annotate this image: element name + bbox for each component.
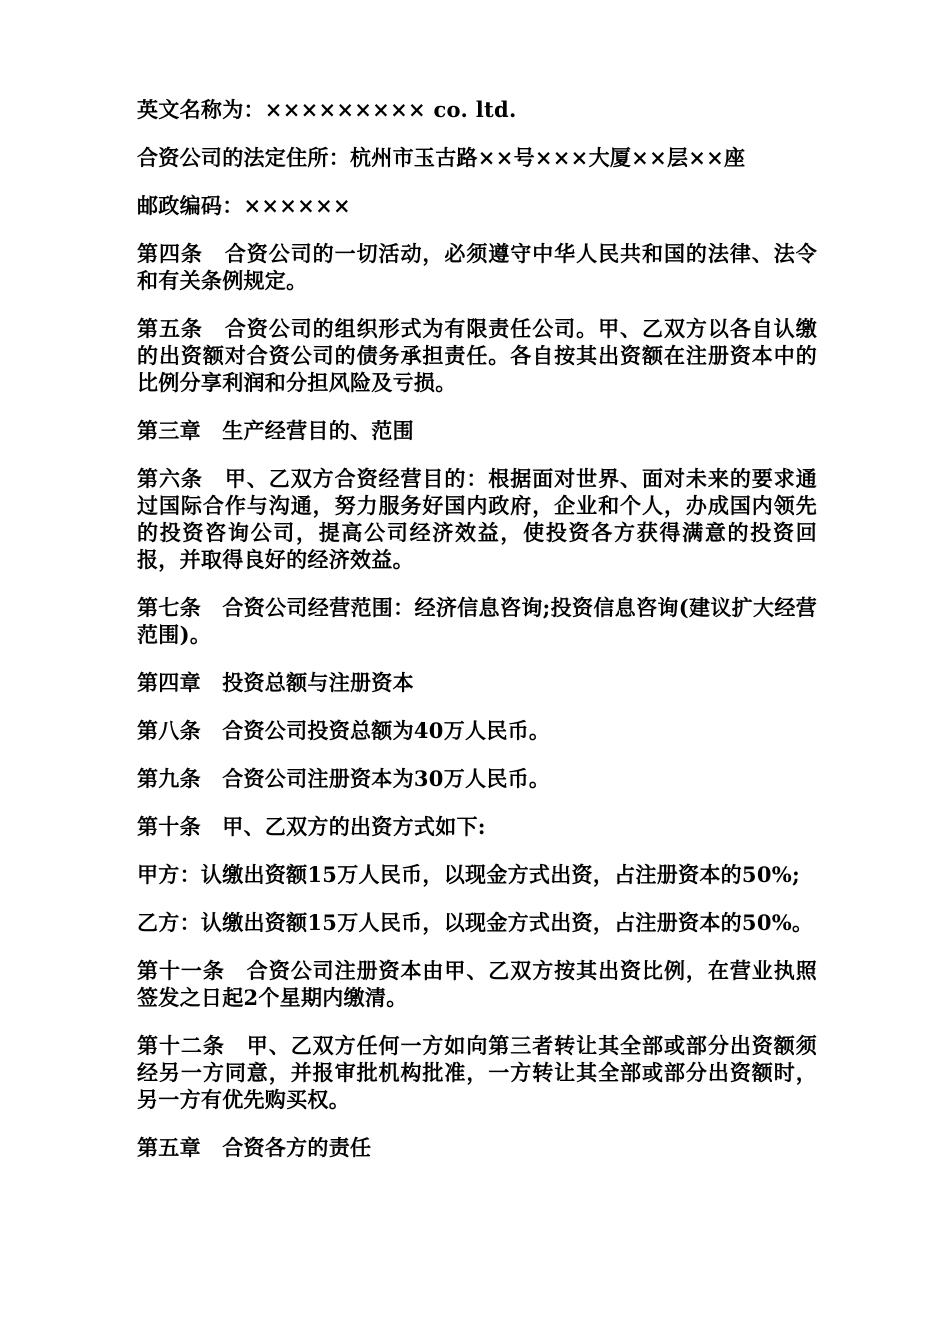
postal-code: 邮政编码：×××××× (137, 193, 351, 218)
document-body (137, 96, 817, 1182)
party-b-contribution: 乙方：认缴出资额15万人民币，以现金方式出资，占注册资本的50%。 (137, 910, 814, 935)
company-legal-address: 合资公司的法定住所：杭州市玉古路××号×××大厦××层××座 (137, 145, 746, 170)
article-11: 第十一条 合资公司注册资本由甲、乙双方按其出资比例，在营业执照签发之日起2个星期内缴清。 (137, 958, 817, 1010)
article-9: 第九条 合资公司注册资本为30万人民币。 (137, 766, 551, 791)
article-12: 第十二条 甲、乙双方任何一方如向第三者转让其全部或部分出资额须经另一方同意，并报审批机构批准，一方转让其全部或部分出资额时，另一方有优先购买权。 (137, 1033, 817, 1112)
article-10: 第十条 甲、乙双方的出资方式如下: (137, 814, 486, 839)
company-english-name: 英文名称为：××××××××× co. ltd. (137, 97, 517, 122)
article-8: 第八条 合资公司投资总额为40万人民币。 (137, 718, 551, 743)
chapter-3-heading: 第三章 生产经营目的、范围 (137, 418, 414, 443)
chapter-4-heading: 第四章 投资总额与注册资本 (137, 670, 414, 695)
article-5: 第五条 合资公司的组织形式为有限责任公司。甲、乙双方以各自认缴的出资额对合资公司的债务承担责任。各自按其出资额在注册资本中的比例分享利润和分担风险及亏损。 (137, 316, 817, 395)
article-7: 第七条 合资公司经营范围：经济信息咨询;投资信息咨询(建议扩大经营范围)。 (137, 595, 817, 647)
party-a-contribution: 甲方：认缴出资额15万人民币，以现金方式出资，占注册资本的50%; (137, 862, 801, 887)
article-4: 第四条 合资公司的一切活动，必须遵守中华人民共和国的法律、法令和有关条例规定。 (137, 241, 817, 293)
article-6: 第六条 甲、乙双方合资经营目的：根据面对世界、面对未来的要求通过国际合作与沟通，努力服务好国内政府，企业和个人，办成国内领先的投资咨询公司，提高公司经济效益，使投资各方获得满意的投资回报，并取得良好的经济效益。 (137, 466, 817, 572)
chapter-5-heading: 第五章 合资各方的责任 (137, 1135, 372, 1160)
